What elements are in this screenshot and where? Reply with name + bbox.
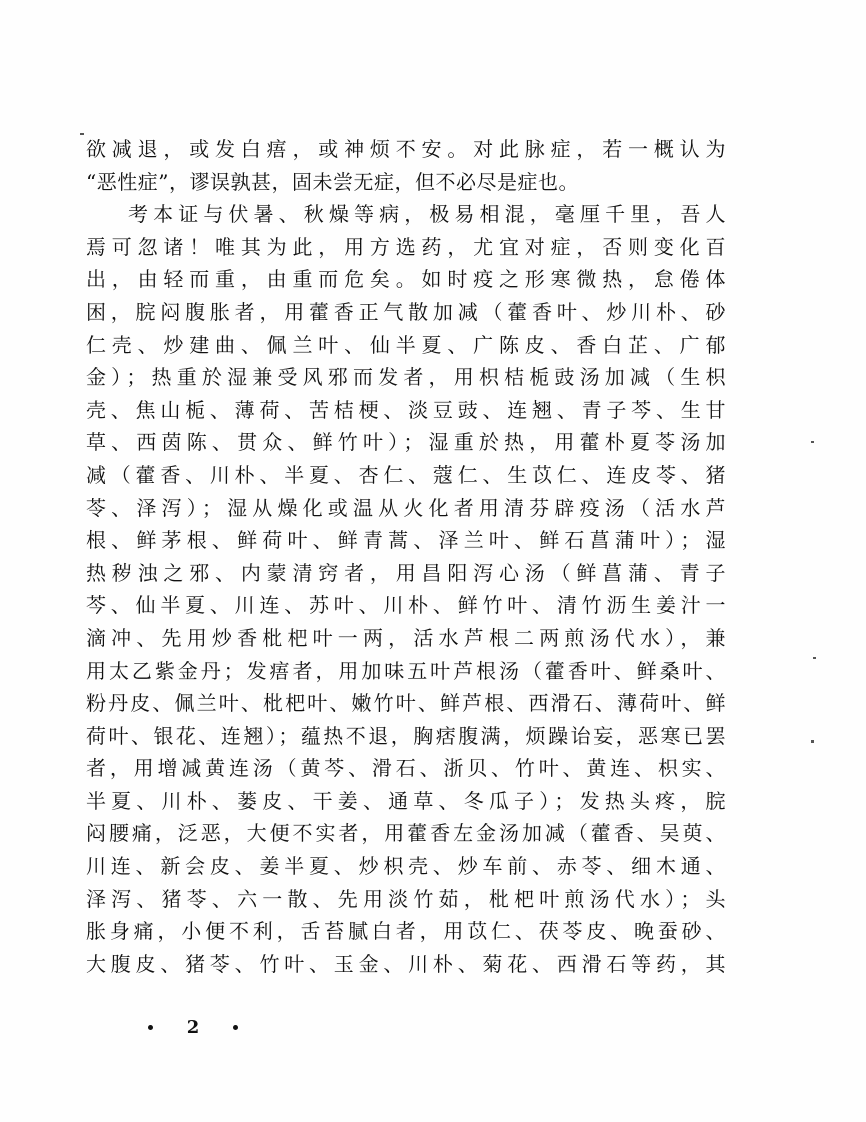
page-number: 2 <box>186 1016 200 1038</box>
text-line: 泽泻、猪苓、六一散、先用淡竹茹，枇杷叶煎汤代水）；头 <box>86 886 726 911</box>
text-line: 用太乙紫金丹；发痦者，用加味五叶芦根汤（藿香叶、鲜桑叶、 <box>86 658 726 683</box>
text-line: 苓、泽泻）；湿从燥化或温从火化者用清芬辟疫汤（活水芦 <box>86 495 726 520</box>
text-line: 大腹皮、猪苓、竹叶、玉金、川朴、菊花、西滑石等药，其 <box>86 951 726 976</box>
text-line: 出，由轻而重，由重而危矣。如时疫之形寒微热，怠倦体 <box>86 267 726 292</box>
text-line: 欲减退，或发白痦，或神烦不安。对此脉症，若一概认为 <box>86 137 726 161</box>
text-line: “恶性症”，谬误孰甚，固未尝无症，但不必尽是症也。 <box>86 169 579 194</box>
scan-speck <box>813 657 816 659</box>
text-line: 热秽浊之邪、内蒙清窍者，用昌阳泻心汤（鲜菖蒲、青子 <box>86 560 726 585</box>
text-line: 半夏、川朴、蒌皮、干姜、通草、冬瓜子）；发热头疼，脘 <box>86 788 726 813</box>
scan-speck <box>811 441 814 443</box>
text-line <box>86 980 726 1013</box>
scan-speck <box>80 133 84 135</box>
text-line: 根、鲜茅根、鲜荷叶、鲜青蒿、泽兰叶、鲜石菖蒲叶）；湿 <box>86 528 726 553</box>
text-line: 闷腰痛，泛恶，大便不实者，用藿香左金汤加减（藿香、吴萸、 <box>86 821 726 846</box>
text-line: 川连、新会皮、姜半夏、炒枳壳、炒车前、赤苓、细木通、 <box>86 854 726 879</box>
text-line: 草、西茵陈、贯众、鲜竹叶）；湿重於热，用藿朴夏苓汤加 <box>86 430 726 455</box>
text-line: 滴冲、先用炒香枇杷叶一两，活水芦根二两煎汤代水），兼 <box>86 625 726 650</box>
footer-dot-right <box>233 1025 238 1030</box>
text-line: 壳、焦山栀、薄荷、苦桔梗、淡豆豉、连翘、青子芩、生甘 <box>86 397 726 422</box>
text-line: 粉丹皮、佩兰叶、枇杷叶、嫩竹叶、鲜芦根、西滑石、薄荷叶、鲜 <box>86 691 726 716</box>
text-line: 荷叶、银花、连翘）；蕴热不退，胸痞腹满，烦躁诒妄，恶寒已罢 <box>86 723 726 748</box>
footer-dot-left <box>148 1025 153 1030</box>
body-text <box>86 133 726 1013</box>
text-line: 者，用增减黄连汤（黄芩、滑石、浙贝、竹叶、黄连、枳实、 <box>86 756 726 781</box>
text-line: 困，脘闷腹胀者，用藿香正气散加减（藿香叶、炒川朴、砂 <box>86 299 726 324</box>
text-line: 芩、仙半夏、川连、苏叶、川朴、鲜竹叶、清竹沥生姜汁一 <box>86 593 726 618</box>
text-line: 仁壳、炒建曲、佩兰叶、仙半夏、广陈皮、香白芷、广郁 <box>86 332 726 357</box>
text-line: 胀身痛，小便不利，舌苔腻白者，用苡仁、茯苓皮、晚蚕砂、 <box>86 919 726 944</box>
text-line: 考本证与伏暑、秋燥等病，极易相混，毫厘千里，吾人 <box>128 202 726 227</box>
text-line: 焉可忽诸！唯其为此，用方选药，尤宜对症，否则变化百 <box>86 234 726 259</box>
scan-speck <box>811 740 814 743</box>
text-line: 金）；热重於湿兼受风邪而发者，用枳桔栀豉汤加减（生枳 <box>86 365 726 390</box>
text-line: 减（藿香、川朴、半夏、杏仁、蔻仁、生苡仁、连皮苓、猪 <box>86 462 726 487</box>
page-footer <box>148 1015 238 1039</box>
